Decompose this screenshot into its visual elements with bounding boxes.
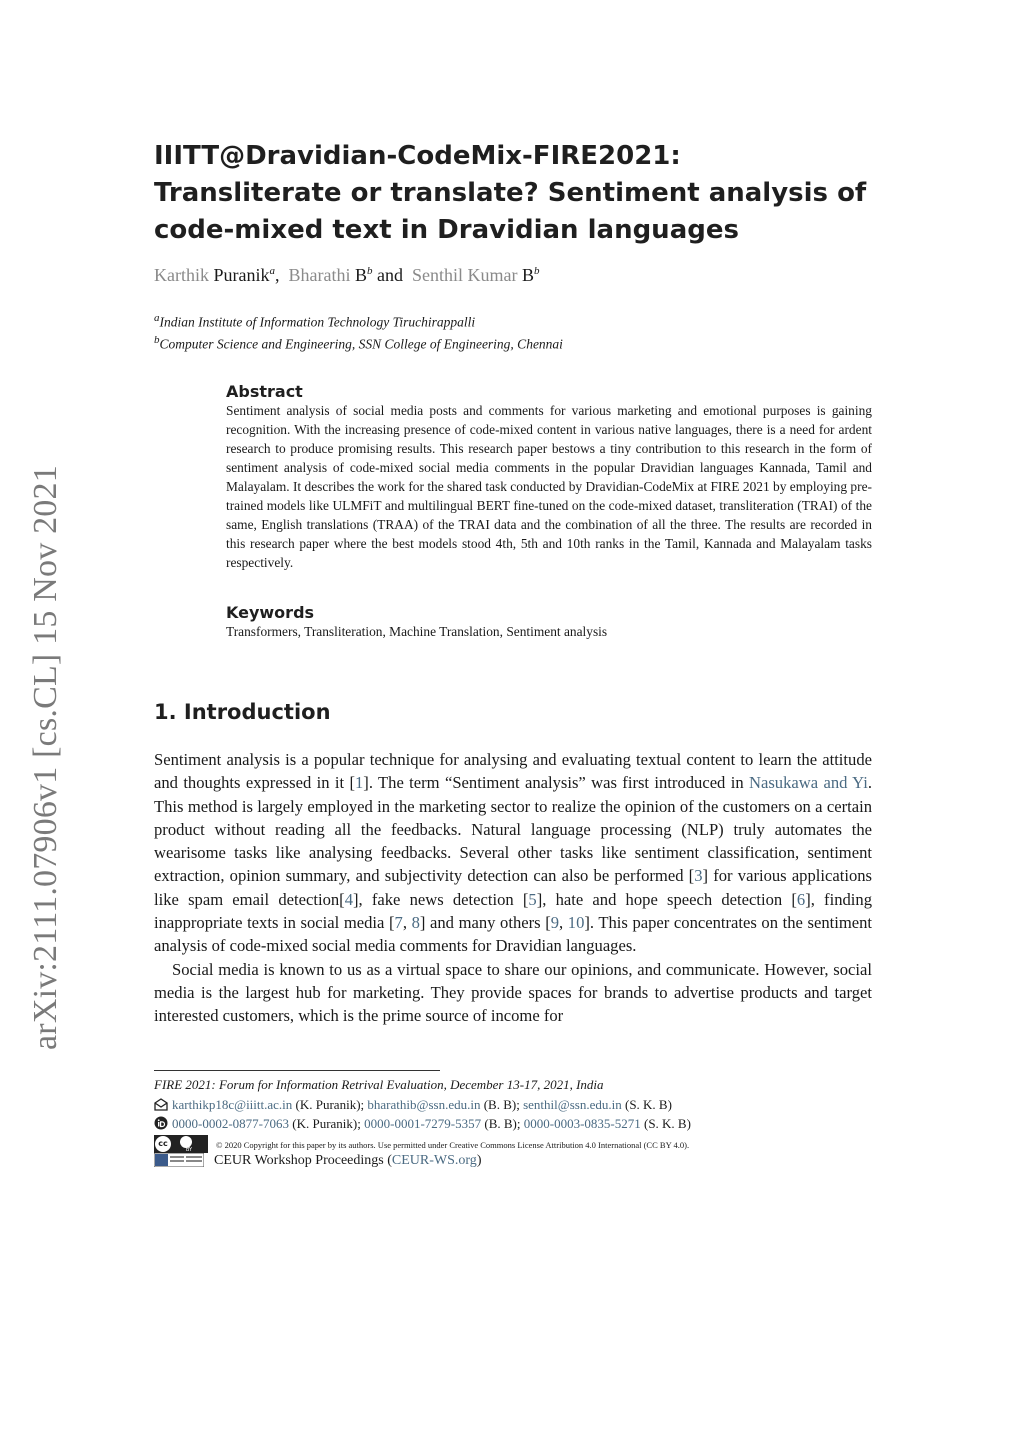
orcid-link[interactable]: 0000-0002-0877-7063 [172, 1116, 289, 1131]
keywords-block [226, 603, 872, 641]
email-link[interactable]: senthil@ssn.edu.in [523, 1097, 622, 1112]
footnote-rule [154, 1070, 440, 1071]
introduction-body [154, 748, 872, 1028]
citation-link[interactable]: 6 [796, 889, 806, 909]
author-first-name[interactable]: Senthil Kumar [411, 265, 518, 285]
email-link[interactable]: karthikp18c@iiitt.ac.in [172, 1097, 293, 1112]
author-sup: b [366, 265, 373, 277]
affiliation-text: Indian Institute of Information Technology Tiruchirappalli [159, 314, 476, 330]
paragraph: Social media is known to us as a virtual space to share our opinions, and communicate. However, social media is the largest hub for marketing. They provide spaces for brands to advertise products and target interested customers, which is the prime source of income for [154, 959, 872, 1026]
author-first-name[interactable]: Karthik [154, 265, 209, 285]
orcid-link[interactable]: 0000-0001-7279-5357 [364, 1116, 482, 1131]
citation-link[interactable]: 7 [394, 913, 403, 933]
footnote-copyright [154, 1135, 689, 1153]
email-link[interactable]: bharathib@ssn.edu.in [367, 1097, 481, 1112]
citation-link[interactable]: 10 [567, 913, 585, 933]
citation-link[interactable]: 1 [355, 773, 364, 793]
citation-link[interactable]: 5 [528, 889, 537, 909]
orcid-icon [154, 1116, 168, 1134]
citation-link[interactable]: 3 [694, 866, 703, 886]
author-last-name: Puranik [213, 265, 270, 285]
ceur-logo [154, 1153, 204, 1172]
author-and: and [376, 265, 403, 285]
footnote-emails: karthikp18c@iiitt.ac.in (K. Puranik); bharathib@ssn.edu.in (B. B); senthil@ssn.edu.in (S. K. B) [154, 1097, 672, 1115]
cc-by-badge [154, 1135, 208, 1153]
section-title-introduction: 1. Introduction [154, 700, 331, 724]
author-last-name: B [354, 265, 367, 285]
author-first-name[interactable]: Bharathi [288, 265, 351, 285]
author-last-name: B [521, 265, 534, 285]
keywords-heading: Keywords [226, 603, 315, 622]
footnote-venue: FIRE 2021: Forum for Information Retrival Evaluation, December 13-17, 2021, India [154, 1077, 604, 1092]
ceur-link[interactable]: CEUR-WS.org [391, 1153, 477, 1168]
by-badge-text: BY [185, 1147, 193, 1153]
affiliation-b [154, 334, 563, 353]
abstract-text: Sentiment analysis of social media posts and comments for various marketing and emotional purposes is gaining recognition. With the increasing presence of code-mixed content in various native languages, there is a need for ardent research to produce promising results. This research paper bestows a tiny contribution to this research in the form of sentiment analysis of code-mixed social media comments in the popular Dravidian languages Kannada, Tamil and Malayalam. It describes the work for the shared task conducted by Dravidian-CodeMix at FIRE 2021 by employing pre-trained models like ULMFiT and multilingual BERT fine-tuned on the code-mixed dataset, transliteration (TRAI) of the same, English translations (TRAA) of the TRAI data and the combination of all the three. The results are recorded in this research paper where the best models stood 4th, 5th and 10th ranks in the Tamil, Kannada and Malayalam tasks respectively. [226, 403, 872, 570]
paper-title: IIITT@Dravidian-CodeMix-FIRE2021: Transliterate or translate? Sentiment analysis of code-mixed text in Dravidian languages [154, 141, 867, 245]
cc-badge-text: cc [155, 1136, 171, 1152]
abstract-heading: Abstract [226, 382, 303, 401]
author-list: Karthik Puranik$^a$, Bharathi $B^b$ and Senthil Kumar $B^b$ [154, 265, 540, 285]
author-sup: b [534, 265, 540, 277]
paragraph: Sentiment analysis is a popular technique for analysing and evaluating textual content to learn the attitude and thoughts expressed in it [1]. The term “Sentiment analysis” was first introduced in Nasukawa and Yi. This method is largely employed in the marketing sector to realize the opinion of the customers on a certain product without reading all the feedbacks. Natural language processing (NLP) truly automates the wearisome tasks like analysing feedbacks. Several other tasks like sentiment classification, sentiment extraction, opinion summary, and subjectivity detection can also be performed [3] for various applications like spam email detection[4], fake news detection [5], hate and hope speech detection [6], finding inappropriate texts in social media [7, 8] and many others [9, 10]. This paper concentrates on the sentiment analysis of code-mixed social media comments for Dravidian languages. [154, 750, 873, 956]
affiliation-sup: b [154, 334, 160, 346]
arxiv-stamp: arXiv:2111.07906v1 [cs.CL] 15 Nov 2021 [27, 465, 64, 1050]
orcid-link[interactable]: 0000-0003-0835-5271 [523, 1116, 641, 1131]
author-sup: a [269, 265, 275, 277]
affiliation-a [154, 312, 475, 331]
abstract-block [226, 382, 872, 572]
citation-link[interactable]: Nasukawa and Yi [748, 773, 868, 793]
citation-link[interactable]: 8 [411, 913, 420, 933]
keywords-text: Transformers, Transliteration, Machine Translation, Sentiment analysis [226, 624, 608, 639]
footnote-orcids: 0000-0002-0877-7063 (K. Puranik); 0000-0001-7279-5357 (B. B); 0000-0003-0835-5271 (S. K. B) [154, 1116, 691, 1134]
citation-link[interactable]: 4 [344, 889, 353, 909]
copyright-text: © 2020 Copyright for this paper by its authors. Use permitted under Creative Commons License Attribution 4.0 International (CC BY 4.0). [216, 1140, 690, 1150]
citation-link[interactable]: 9 [550, 913, 560, 933]
email-icon [154, 1098, 168, 1115]
affiliation-text: Computer Science and Engineering, SSN College of Engineering, Chennai [159, 336, 563, 352]
affiliation-sup: a [154, 312, 160, 324]
footnote-ceur: CEUR Workshop Proceedings (CEUR-WS.org) [154, 1153, 481, 1172]
